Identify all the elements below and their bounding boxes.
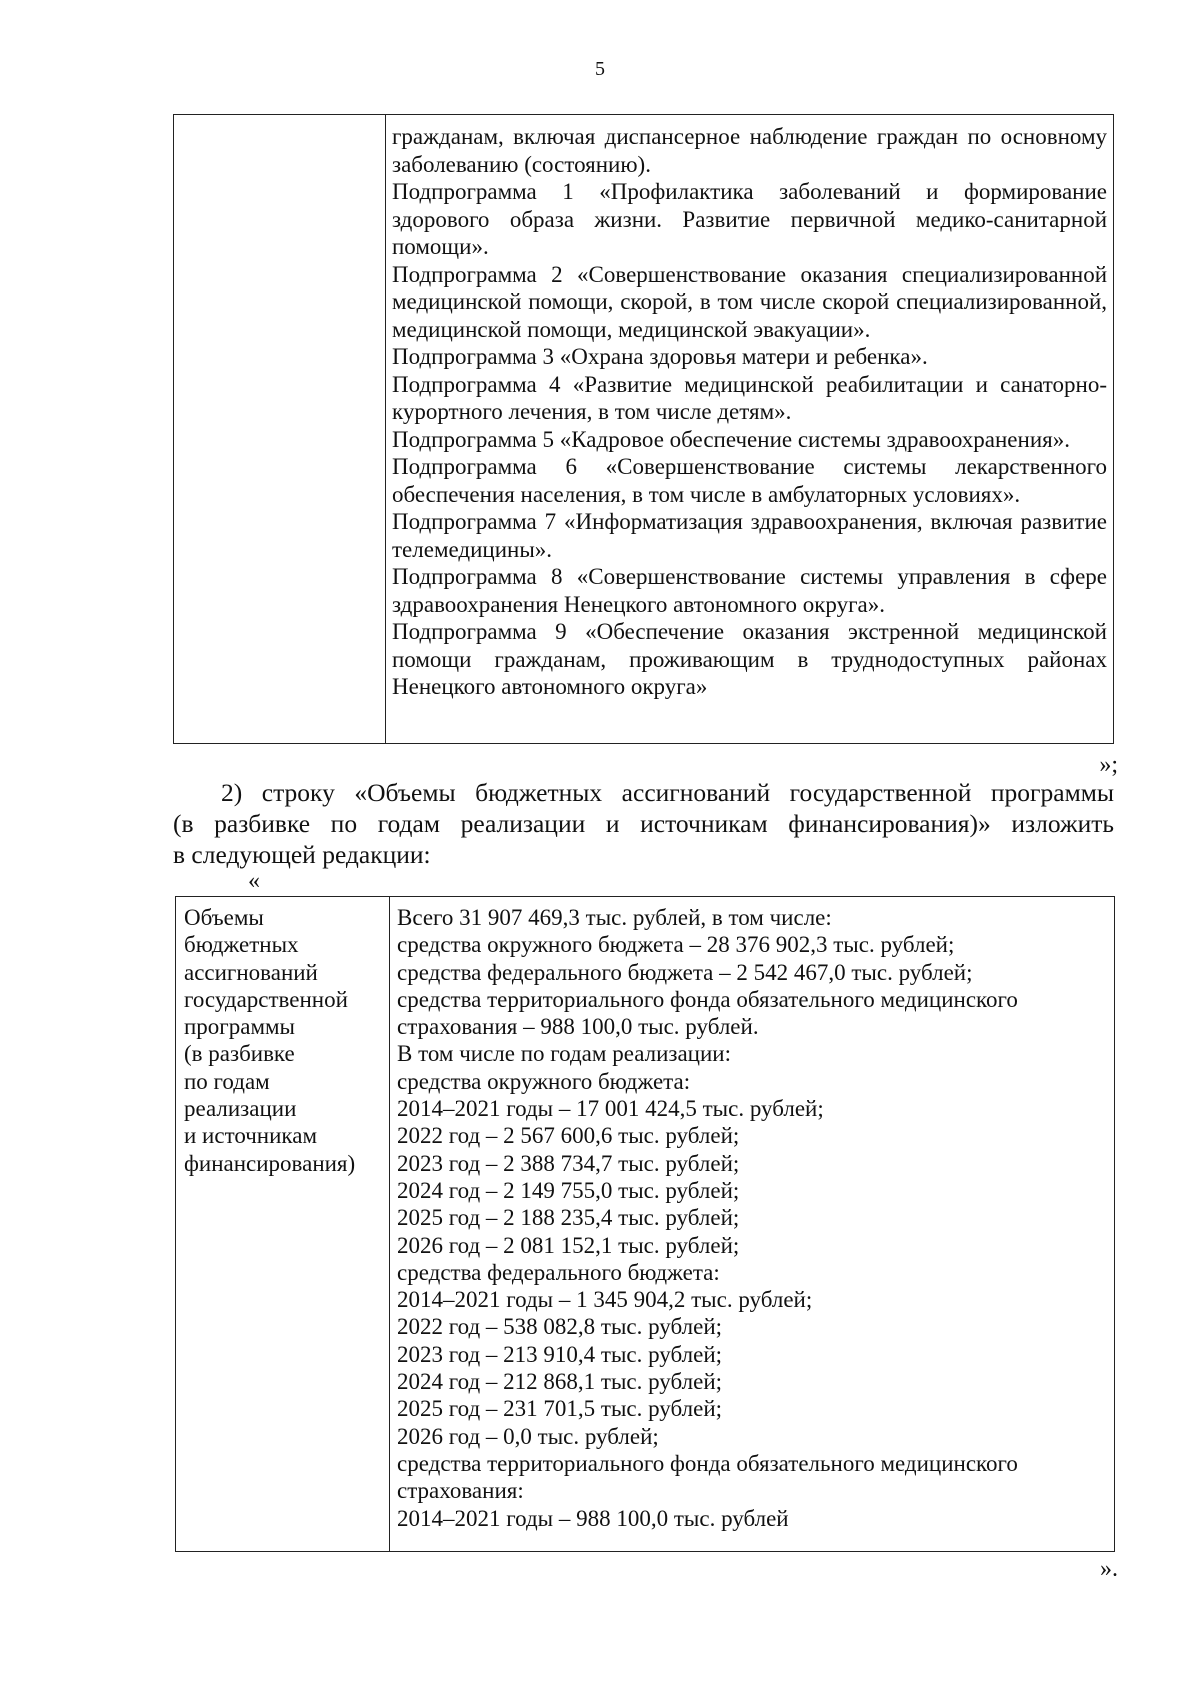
value-line: 2014–2021 годы – 988 100,0 тыс. рублей [397,1505,789,1531]
closing-quote: »; [1099,752,1118,778]
value-line: 2022 год – 538 082,8 тыс. рублей; [397,1314,723,1340]
amendment-paragraph [173,777,1114,870]
subprograms-table [173,114,1114,744]
text-paragraph: гражданам, включая диспансерное наблюдение граждан по основному заболеванию (состоянию). [392,124,1107,177]
subprogram-2: Подпрограмма 2 «Совершенствование оказания специализированной медицинской помощи, скорой, в том числе скорой специализированной, медицинской помощи, медицинской эвакуации». [392,261,1107,342]
value-line: страхования – 988 100,0 тыс. рублей. [397,1014,759,1040]
budget-values-cell [390,897,1115,1552]
subprogram-6: Подпрограмма 6 «Совершенствование системы лекарственного обеспечения населения, в том числе в амбулаторных условиях». [392,454,1107,507]
value-line: 2014–2021 годы – 17 001 424,5 тыс. рублей; [397,1096,824,1122]
value-line: 2023 год – 213 910,4 тыс. рублей; [397,1341,723,1367]
label-line: Объемы [184,905,264,930]
value-line: В том числе по годам реализации: [397,1041,731,1067]
label-line: бюджетных [184,932,299,958]
label-line: (в разбивке [184,1041,295,1067]
closing-quote: ». [1100,1556,1118,1582]
label-line: и источникам [184,1123,318,1149]
table-row [174,115,1114,744]
value-line: Всего 31 907 469,3 тыс. рублей, в том числе: [397,905,832,930]
table-cell-empty [174,115,386,744]
value-line: средства окружного бюджета – 28 376 902,3 тыс. рублей; [397,932,955,958]
value-line: 2025 год – 2 188 235,4 тыс. рублей; [397,1205,740,1231]
budget-table [175,896,1115,1552]
paragraph-line: в следующей редакции: [173,840,431,869]
label-line: реализации [184,1096,297,1122]
subprogram-5: Подпрограмма 5 «Кадровое обеспечение системы здравоохранения». [392,426,1070,452]
subprogram-7: Подпрограмма 7 «Информатизация здравоохранения, включая развитие телемедицины». [392,509,1107,562]
value-line: 2023 год – 2 388 734,7 тыс. рублей; [397,1150,740,1176]
subprogram-3: Подпрограмма 3 «Охрана здоровья матери и ребенка». [392,344,928,369]
label-line: государственной [184,986,348,1012]
paragraph-line: 2) строку «Объемы бюджетных ассигнований государственной программы [221,778,1114,807]
label-line: ассигнований [184,959,318,985]
budget-label-cell [176,897,390,1552]
value-line: 2024 год – 2 149 755,0 тыс. рублей; [397,1177,740,1203]
label-line: финансирования) [184,1150,356,1176]
value-line: 2024 год – 212 868,1 тыс. рублей; [397,1369,723,1395]
value-line: средства федерального бюджета – 2 542 467,0 тыс. рублей; [397,959,973,985]
value-line: 2025 год – 231 701,5 тыс. рублей; [397,1396,723,1422]
opening-quote: « [248,868,260,894]
paragraph-line: (в разбивке по годам реализации и источникам финансирования)» изложить [173,809,1114,838]
page-number: 5 [595,58,605,80]
value-line: страхования: [397,1478,524,1504]
subprogram-8: Подпрограмма 8 «Совершенствование системы управления в сфере здравоохранения Ненецкого автономного округа». [392,564,1107,617]
value-line: средства территориального фонда обязательного медицинского [397,1450,1018,1476]
value-line: средства территориального фонда обязательного медицинского [397,986,1018,1012]
label-line: по годам [184,1068,270,1094]
subprogram-4: Подпрограмма 4 «Развитие медицинской реабилитации и санаторно-курортного лечения, в том числе детям». [392,371,1107,424]
value-line: средства окружного бюджета: [397,1068,691,1094]
table-row [176,897,1115,1552]
subprograms-cell [386,115,1114,744]
subprogram-1: Подпрограмма 1 «Профилактика заболеваний и формирование здорового образа жизни. Развитие первичной медико-санитарной помощи». [392,179,1107,259]
value-line: 2022 год – 2 567 600,6 тыс. рублей; [397,1123,740,1149]
value-line: 2014–2021 годы – 1 345 904,2 тыс. рублей; [397,1287,813,1313]
label-line: программы [184,1014,296,1040]
value-line: 2026 год – 2 081 152,1 тыс. рублей; [397,1232,740,1258]
value-line: средства федерального бюджета: [397,1259,720,1285]
subprogram-9: Подпрограмма 9 «Обеспечение оказания экстренной медицинской помощи гражданам, проживающим в труднодоступных районах Ненецкого автономного округа» [392,619,1107,699]
value-line: 2026 год – 0,0 тыс. рублей; [397,1423,659,1449]
